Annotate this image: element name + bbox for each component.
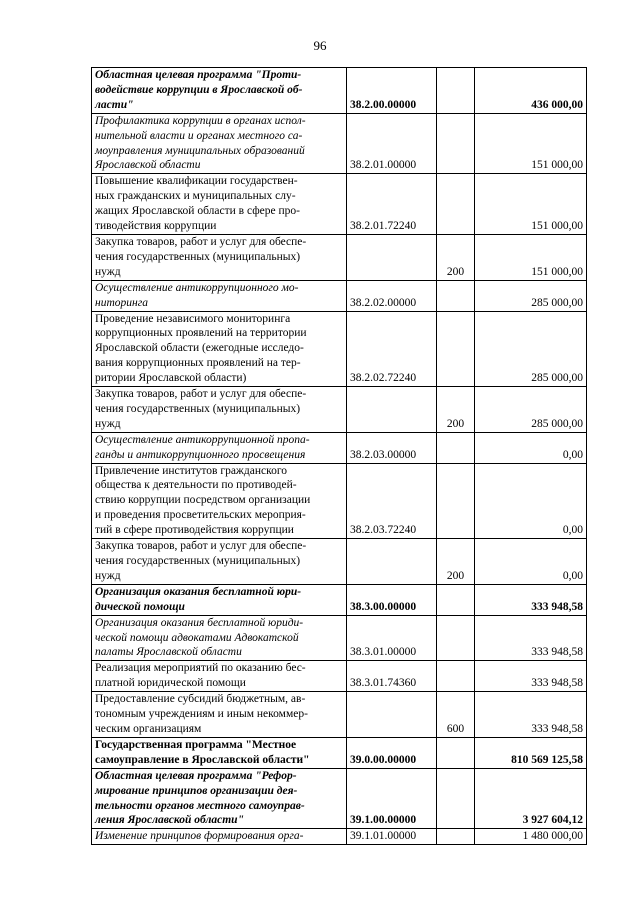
row-expense-type-cell: 200 <box>437 539 475 585</box>
row-code-cell <box>347 387 437 433</box>
row-sum-cell: 151 000,00 <box>475 113 587 174</box>
row-code-cell: 38.2.02.72240 <box>347 311 437 387</box>
row-code-cell: 38.2.02.00000 <box>347 280 437 311</box>
row-code-cell: 38.2.01.00000 <box>347 113 437 174</box>
row-sum-cell: 810 569 125,58 <box>475 737 587 768</box>
row-name-cell: Привлечение институтов гражданского общества к деятельности по противодей- ствию коррупции посредством организации и проведения просветительских мероприя- тий в сфере противодействия коррупции <box>92 463 347 539</box>
table-row <box>92 311 587 387</box>
row-expense-type-cell <box>437 584 475 615</box>
table-row <box>92 387 587 433</box>
row-name-cell: Организация оказания бесплатной юри- дической помощи <box>92 584 347 615</box>
row-name-cell: Областная целевая программа "Рефор- мирование принципов организации дея- тельности органов местного самоуправ- ления Ярославской области" <box>92 768 347 829</box>
row-name-cell: Государственная программа "Местное самоуправление в Ярославской области" <box>92 737 347 768</box>
row-name-cell: Предоставление субсидий бюджетным, ав- тономным учреждениям и иным некоммер- ческим организациям <box>92 692 347 738</box>
table-row <box>92 829 587 845</box>
row-expense-type-cell <box>437 113 475 174</box>
row-sum-cell: 0,00 <box>475 463 587 539</box>
table-row <box>92 661 587 692</box>
row-code-cell: 39.0.00.00000 <box>347 737 437 768</box>
row-expense-type-cell: 200 <box>437 234 475 280</box>
row-sum-cell: 0,00 <box>475 432 587 463</box>
table-row <box>92 280 587 311</box>
table-row <box>92 539 587 585</box>
row-sum-cell: 285 000,00 <box>475 280 587 311</box>
row-sum-cell: 151 000,00 <box>475 234 587 280</box>
row-code-cell: 38.3.00.00000 <box>347 584 437 615</box>
row-sum-cell: 285 000,00 <box>475 311 587 387</box>
table-row <box>92 113 587 174</box>
row-expense-type-cell <box>437 68 475 114</box>
budget-table <box>91 67 587 845</box>
row-sum-cell: 333 948,58 <box>475 615 587 661</box>
row-name-cell: Закупка товаров, работ и услуг для обеспе- чения государственных (муниципальных) нужд <box>92 387 347 433</box>
row-name-cell: Закупка товаров, работ и услуг для обеспе- чения государственных (муниципальных) нужд <box>92 234 347 280</box>
table-row <box>92 432 587 463</box>
row-sum-cell: 151 000,00 <box>475 174 587 235</box>
table-row <box>92 692 587 738</box>
row-expense-type-cell <box>437 311 475 387</box>
row-code-cell <box>347 539 437 585</box>
row-code-cell: 38.3.01.74360 <box>347 661 437 692</box>
row-expense-type-cell <box>437 463 475 539</box>
row-sum-cell: 333 948,58 <box>475 584 587 615</box>
row-sum-cell: 1 480 000,00 <box>475 829 587 845</box>
row-name-cell: Областная целевая программа "Проти- водействие коррупции в Ярославской об- ласти" <box>92 68 347 114</box>
row-expense-type-cell <box>437 829 475 845</box>
page-number: 96 <box>313 38 327 53</box>
row-expense-type-cell <box>437 432 475 463</box>
row-code-cell: 38.2.03.72240 <box>347 463 437 539</box>
budget-table-body <box>92 68 587 845</box>
row-code-cell: 39.1.00.00000 <box>347 768 437 829</box>
row-expense-type-cell <box>437 661 475 692</box>
row-expense-type-cell <box>437 174 475 235</box>
table-row <box>92 234 587 280</box>
row-code-cell: 38.2.00.00000 <box>347 68 437 114</box>
row-name-cell: Закупка товаров, работ и услуг для обеспе- чения государственных (муниципальных) нужд <box>92 539 347 585</box>
row-expense-type-cell: 600 <box>437 692 475 738</box>
row-sum-cell: 3 927 604,12 <box>475 768 587 829</box>
row-code-cell <box>347 234 437 280</box>
row-name-cell: Реализация мероприятий по оказанию бес- платной юридической помощи <box>92 661 347 692</box>
table-row <box>92 768 587 829</box>
row-expense-type-cell: 200 <box>437 387 475 433</box>
row-code-cell <box>347 692 437 738</box>
row-code-cell: 39.1.01.00000 <box>347 829 437 845</box>
row-sum-cell: 333 948,58 <box>475 692 587 738</box>
row-name-cell: Организация оказания бесплатной юриди- ческой помощи адвокатами Адвокатской палаты Ярославской области <box>92 615 347 661</box>
row-name-cell: Осуществление антикоррупционной пропа- ганды и антикоррупционного просвещения <box>92 432 347 463</box>
table-row <box>92 68 587 114</box>
table-row <box>92 584 587 615</box>
row-name-cell: Повышение квалификации государствен- ных гражданских и муниципальных слу- жащих Ярославской области в сфере про- тиводействия коррупции <box>92 174 347 235</box>
row-name-cell: Осуществление антикоррупционного мо- ниторинга <box>92 280 347 311</box>
row-name-cell: Проведение независимого мониторинга коррупционных проявлений на территории Ярославской области (ежегодные исследо- вания коррупционных проявлений на тер- ритории Ярославской области) <box>92 311 347 387</box>
table-row <box>92 174 587 235</box>
table-row <box>92 463 587 539</box>
table-row <box>92 615 587 661</box>
row-code-cell: 38.2.01.72240 <box>347 174 437 235</box>
row-name-cell: Профилактика коррупции в органах испол- нительной власти и органах местного са- моуправления муниципальных образований Ярославской области <box>92 113 347 174</box>
row-code-cell: 38.3.01.00000 <box>347 615 437 661</box>
row-code-cell: 38.2.03.00000 <box>347 432 437 463</box>
row-sum-cell: 285 000,00 <box>475 387 587 433</box>
row-expense-type-cell <box>437 737 475 768</box>
row-sum-cell: 436 000,00 <box>475 68 587 114</box>
row-expense-type-cell <box>437 768 475 829</box>
table-row <box>92 737 587 768</box>
row-sum-cell: 333 948,58 <box>475 661 587 692</box>
row-expense-type-cell <box>437 280 475 311</box>
row-sum-cell: 0,00 <box>475 539 587 585</box>
row-expense-type-cell <box>437 615 475 661</box>
row-name-cell: Изменение принципов формирования орга- <box>92 829 347 845</box>
